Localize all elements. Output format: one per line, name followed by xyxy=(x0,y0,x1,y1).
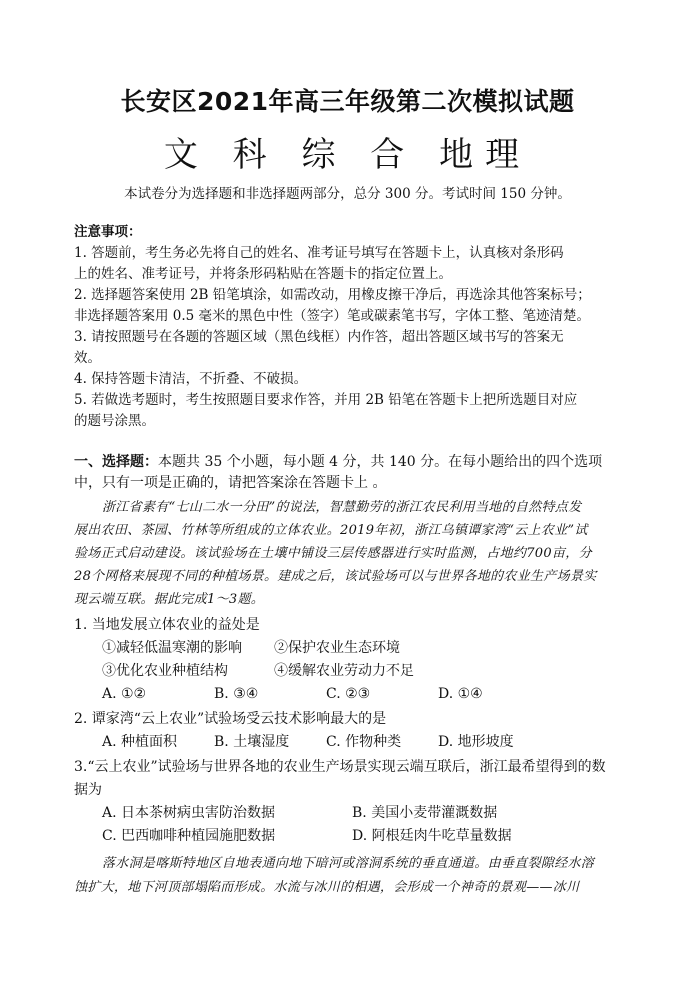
material-passage-1 xyxy=(74,496,634,611)
question-2 xyxy=(74,708,634,754)
section-description-cont: 中，只有一项是正确的，请把答案涂在答题卡上 。 xyxy=(74,475,387,491)
notice-section xyxy=(74,222,634,432)
notice-line: 2. 选择题答案使用 2B 铅笔填涂，如需改动，用橡皮擦干净后，再选涂其他答案标号； xyxy=(74,287,591,303)
notice-line: 5. 若做选考题时，考生按照题目要求作答，并用 2B 铅笔在答题卡上把所选题目对应 xyxy=(74,392,578,408)
material-line: 落水洞是喀斯特地区自地表通向地下暗河或溶洞系统的垂直通道。由垂直裂隙经水溶 xyxy=(102,856,595,871)
statement-item: ③优化农业种植结构 xyxy=(102,663,228,679)
section-choice xyxy=(74,452,634,494)
question-stem: 3.“云上农业”试验场与世界各地的农业生产场景实现云端互联后，浙江最希望得到的数 xyxy=(74,759,606,775)
section-heading: 一、选择题： xyxy=(74,454,158,470)
question-stem-cont: 据为 xyxy=(74,782,102,798)
option-d: D. ①④ xyxy=(438,686,483,702)
exam-title: 长安区2021年高三年级第二次模拟试题 xyxy=(120,87,575,116)
notice-line: 4. 保持答题卡清洁，不折叠、不破损。 xyxy=(74,371,308,387)
option-d: D. 阿根廷肉牛吃草量数据 xyxy=(352,828,512,844)
material-line: 浙江省素有“七山二水一分田”的说法，智慧勤劳的浙江农民利用当地的自然特点发 xyxy=(102,500,582,515)
exam-intro: 本试卷分为选择题和非选择题两部分，总分 300 分。考试时间 150 分钟。 xyxy=(124,186,571,202)
question-1 xyxy=(74,614,634,706)
section-heading-line xyxy=(74,452,634,473)
material-line: 现云端互联。据此完成1～3题。 xyxy=(74,592,265,607)
material-passage-2 xyxy=(74,852,634,900)
material-line: 蚀扩大，地下河顶部塌陷而形成。水流与冰川的相遇，会形成一个神奇的景观——冰川 xyxy=(74,880,580,895)
statement-item: ①减轻低温寒潮的影响 xyxy=(102,640,242,656)
notice-line: 上的姓名、准考证号，并将条形码粘贴在答题卡的指定位置上。 xyxy=(74,266,452,282)
material-line: 展出农田、茶园、竹林等所组成的立体农业。2019年初，浙江乌镇谭家湾“云上农业”试 xyxy=(74,523,588,538)
question-stem: 2. 谭家湾“云上农业”试验场受云技术影响最大的是 xyxy=(74,711,387,727)
option-d: D. 地形坡度 xyxy=(438,734,514,750)
notice-line: 的题号涂黑。 xyxy=(74,413,155,429)
option-b: B. 土壤湿度 xyxy=(214,734,290,750)
option-c: C. 作物种类 xyxy=(326,734,402,750)
statement-item: ④缓解农业劳动力不足 xyxy=(274,663,414,679)
material-line: 28个网格来展现不同的种植场景。建成之后，该试验场可以与世界各地的农业生产场景实 xyxy=(74,569,597,584)
notice-line: 3. 请按照题号在各题的答题区域（黑色线框）内作答，超出答题区域书写的答案无 xyxy=(74,329,564,345)
material-line: 验场正式启动建设。该试验场在土壤中铺设三层传感器进行实时监测，占地约700亩，分 xyxy=(74,546,592,561)
statement-item: ②保护农业生态环境 xyxy=(274,640,400,656)
notice-line: 非选择题答案用 0.5 毫米的黑色中性（签字）笔或碳素笔书写，字体工整、笔迹清楚。 xyxy=(74,308,591,324)
notice-line: 效。 xyxy=(74,350,101,366)
question-stem: 1. 当地发展立体农业的益处是 xyxy=(74,617,260,633)
option-b: B. ③④ xyxy=(214,686,259,702)
section-description: 本题共 35 个小题，每小题 4 分，共 140 分。在每小题给出的四个选项 xyxy=(158,454,603,470)
question-3 xyxy=(74,756,634,848)
option-b: B. 美国小麦带灌溉数据 xyxy=(352,805,498,821)
option-c: C. 巴西咖啡种植园施肥数据 xyxy=(102,828,276,844)
subject-title: 文 科 综 合 地理 xyxy=(163,135,532,175)
option-a: A. ①② xyxy=(102,686,147,702)
notice-heading: 注意事项： xyxy=(74,224,142,240)
option-c: C. ②③ xyxy=(326,686,371,702)
option-a: A. 种植面积 xyxy=(102,734,178,750)
option-a: A. 日本茶树病虫害防治数据 xyxy=(102,805,276,821)
notice-line: 1. 答题前，考生务必先将自己的姓名、准考证号填写在答题卡上，认真核对条形码 xyxy=(74,245,564,261)
